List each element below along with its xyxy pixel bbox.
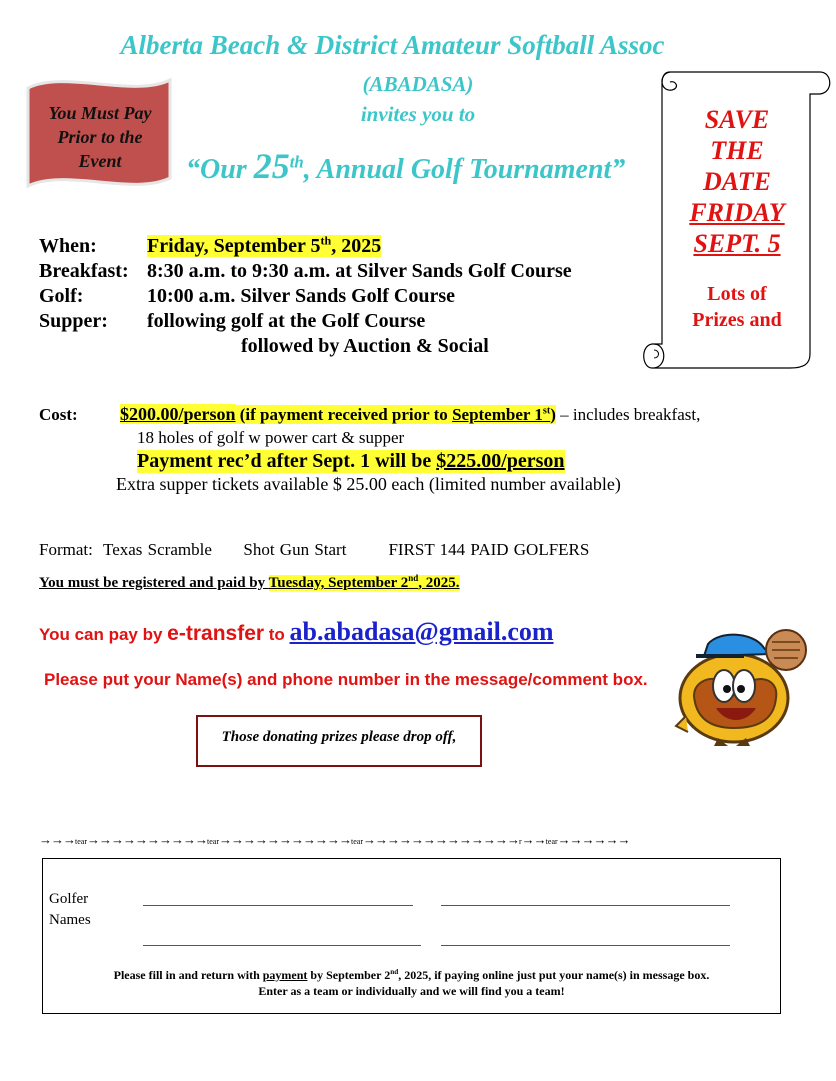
golfer-label-line2: Names <box>49 912 91 928</box>
tournament-number: 25 <box>253 146 290 186</box>
golfer-names-label <box>49 889 91 931</box>
supper-value: following golf at the Golf Course <box>147 310 426 332</box>
deadline-year: , 2025. <box>418 575 460 591</box>
tear-small-r: r <box>519 837 522 846</box>
deadline-pre: You must be registered and paid by <box>39 575 269 591</box>
supper-label: Supper: <box>39 310 108 332</box>
format-line: Format: Texas Scramble Shot Gun Start FIRST 144 PAID GOLFERS <box>39 540 590 559</box>
late-payment-price: $225.00/person <box>436 450 565 472</box>
golfer-name-line-1[interactable] <box>143 905 413 906</box>
deadline-date-suffix: nd <box>408 573 419 583</box>
tournament-title-rest: , Annual Golf Tournament” <box>303 154 626 185</box>
golfer-label-line1: Golfer <box>49 891 89 907</box>
tournament-number-suffix: th <box>289 152 304 172</box>
cost-condition <box>236 405 556 424</box>
cost-cond-date-suffix: st <box>542 405 551 417</box>
form-instructions <box>42 967 781 999</box>
cost-label: Cost: <box>39 405 78 424</box>
cost-line <box>39 404 700 425</box>
supper-extra: followed by Auction & Social <box>241 335 489 357</box>
scroll-lots: Lots of <box>707 283 767 305</box>
late-payment-line <box>137 450 565 473</box>
scroll-friday: FRIDAY <box>689 198 785 227</box>
payment-email-link[interactable]: ab.abadasa@gmail.com <box>289 617 554 646</box>
tear-word-3: tear <box>351 837 363 846</box>
schedule-breakfast <box>39 260 572 283</box>
tear-line: →→→tear→→→→→→→→→→tear→→→→→→→→→→→tear→→→→→→→→→→→→→r→→tear→→→→→→ <box>39 832 630 847</box>
when-value <box>147 235 381 257</box>
tear-word-2: tear <box>207 837 219 846</box>
payment-to: to <box>264 625 290 644</box>
tournament-title <box>186 145 625 187</box>
scroll-the: THE <box>710 136 764 165</box>
payment-pre: You can pay by <box>39 625 168 644</box>
tournament-title-open: “Our <box>186 154 254 185</box>
tear-word-4: tear <box>545 837 558 846</box>
form-note-payment: payment <box>262 968 308 982</box>
cost-cond-pre: (if payment received prior to <box>235 405 453 424</box>
tear-word-1: tear <box>75 837 87 846</box>
message-box-note: Please put your Name(s) and phone number in the message/comment box. <box>44 670 648 689</box>
cost-includes-detail: 18 holes of golf w power cart & supper <box>137 428 405 447</box>
form-note-line1 <box>42 967 781 983</box>
when-date: Friday, September 5 <box>147 235 321 257</box>
golf-label: Golf: <box>39 285 84 307</box>
schedule-when <box>39 235 381 258</box>
registration-deadline <box>39 575 460 592</box>
extra-supper-tickets: Extra supper tickets available $ 25.00 each (limited number available) <box>116 474 621 494</box>
banner-line-1: You Must Pay <box>48 103 152 123</box>
scroll-sept: SEPT. 5 <box>693 229 781 258</box>
golfer-name-line-2[interactable] <box>441 905 730 906</box>
late-payment-text: Payment rec’d after Sept. 1 will be <box>137 450 437 472</box>
when-year: , 2025 <box>331 235 382 257</box>
banner-line-2: Prior to the <box>57 127 143 147</box>
cost-cond-date-text: September 1 <box>452 405 543 424</box>
form-note-line2: Enter as a team or individually and we will find you a team! <box>258 984 565 998</box>
invites-text: invites you to <box>360 102 476 126</box>
form-note-mid: by September 2 <box>307 968 391 982</box>
cost-cond-post: ) <box>550 405 556 424</box>
breakfast-value: 8:30 a.m. to 9:30 a.m. at Silver Sands Golf Course <box>147 260 572 282</box>
golfer-name-line-4[interactable] <box>441 945 730 946</box>
deadline-date <box>269 575 460 591</box>
donate-text: Those donating prizes please drop off, <box>221 729 457 745</box>
cost-includes: – includes breakfast, <box>555 405 701 424</box>
deadline-date-text: Tuesday, September 2 <box>268 575 409 591</box>
cost-cond-date <box>452 405 550 424</box>
golf-value: 10:00 a.m. Silver Sands Golf Course <box>147 285 455 307</box>
pay-prior-banner-text <box>30 101 170 173</box>
when-label: When: <box>39 235 97 257</box>
scroll-date: DATE <box>703 167 771 196</box>
organization-title: Alberta Beach & District Amateur Softball Assoc <box>120 30 665 60</box>
banner-line-3: Event <box>78 151 122 171</box>
when-date-suffix: th <box>320 233 332 248</box>
form-note-pre: Please fill in and return with <box>113 968 263 982</box>
form-note-suffix: nd <box>390 968 399 976</box>
golfer-name-line-3[interactable] <box>143 945 421 946</box>
schedule-supper <box>39 310 425 333</box>
payment-method: e-transfer <box>167 622 265 645</box>
organization-abbreviation: (ABADASA) <box>362 72 474 96</box>
payment-line <box>39 617 554 647</box>
golf-ball-mascot-icon <box>674 626 809 748</box>
breakfast-label: Breakfast: <box>39 260 129 282</box>
form-note-post: , 2025, if paying online just put your name(s) in message box. <box>398 968 710 982</box>
save-the-date-text <box>672 104 802 333</box>
cost-price: $200.00/person <box>120 404 236 424</box>
scroll-prizes: Prizes and <box>692 309 782 331</box>
schedule-golf <box>39 285 455 308</box>
scroll-save: SAVE <box>704 105 770 134</box>
